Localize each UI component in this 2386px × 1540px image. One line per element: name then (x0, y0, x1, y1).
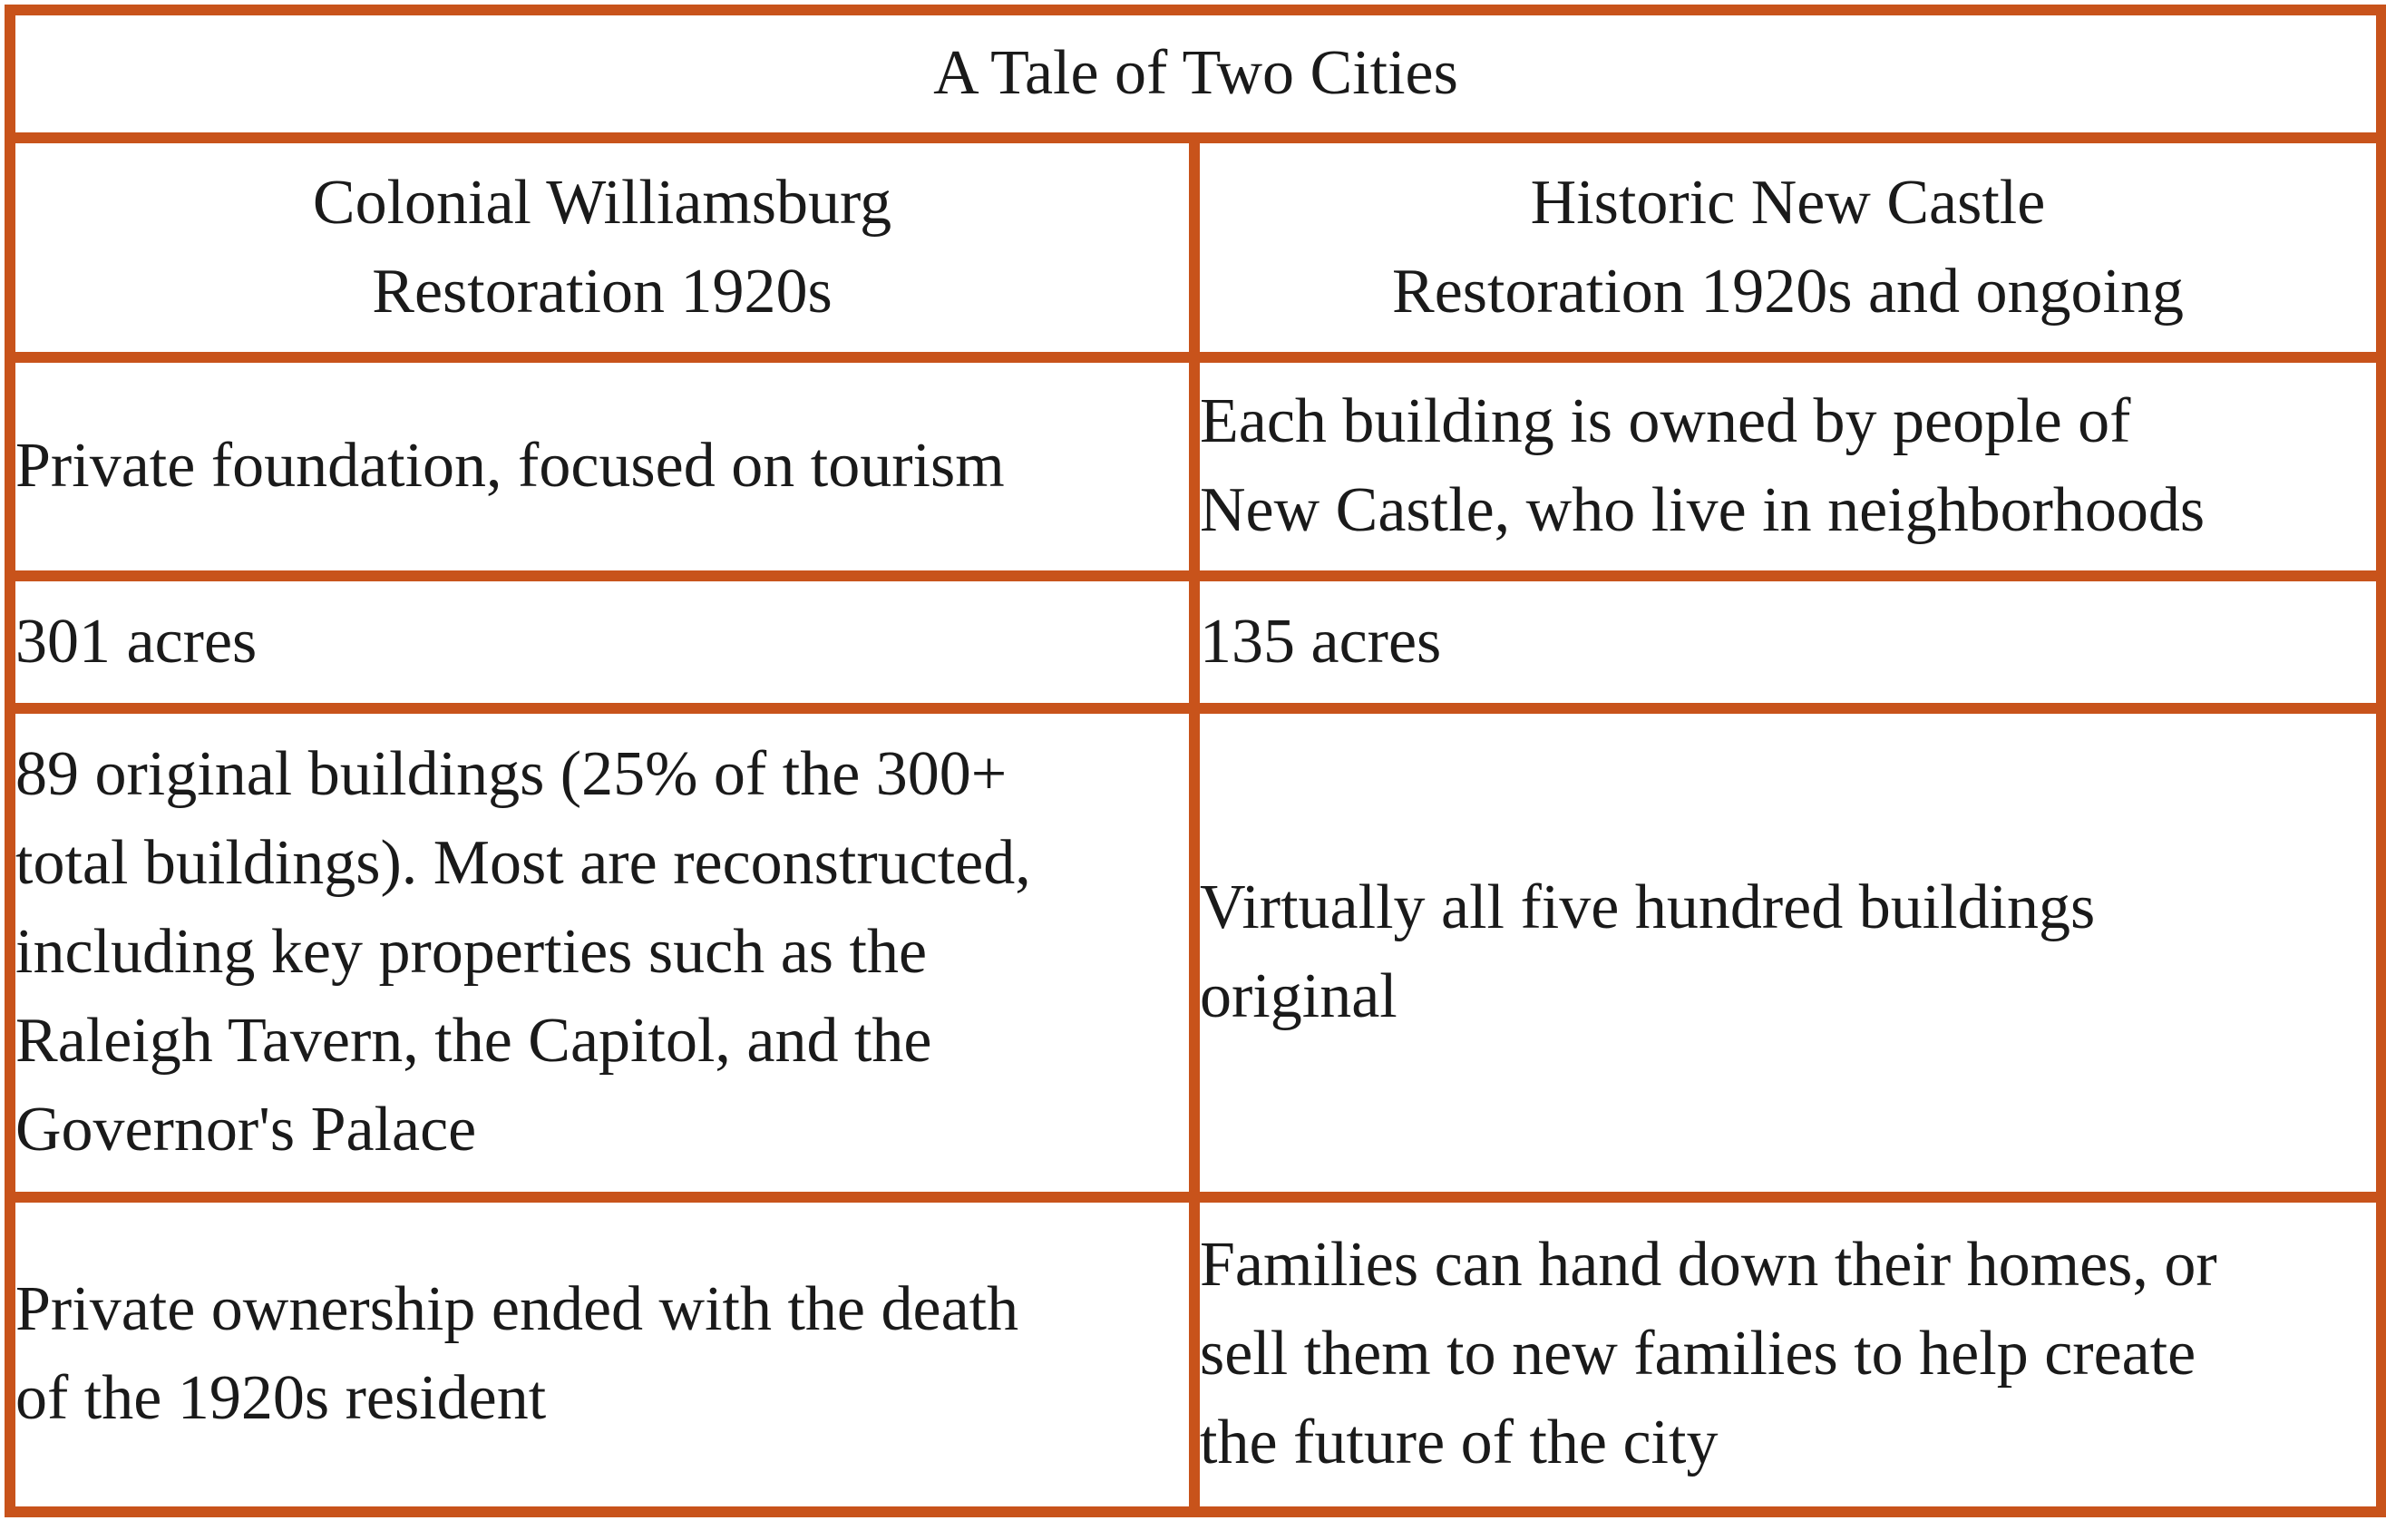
column-header-new-castle (1194, 138, 2381, 357)
cell-new-castle-buildings (1194, 708, 2381, 1197)
cell-text-line: Each building is owned by people of (1200, 386, 2131, 457)
table-row-acres (10, 576, 2381, 708)
cell-text-line: Virtually all five hundred buildings (1200, 872, 2096, 943)
column-header-williamsburg (10, 138, 1194, 357)
cell-text-line: Private foundation, focused on tourism (15, 431, 1005, 502)
column-header-new-castle-subtitle: Restoration 1920s and ongoing (1392, 256, 2184, 327)
cell-text-line: sell them to new families to help create (1200, 1319, 2196, 1389)
cell-text-line: original (1200, 961, 1398, 1032)
cell-williamsburg-buildings (10, 708, 1194, 1197)
cell-new-castle-future (1194, 1197, 2381, 1512)
column-header-williamsburg-subtitle: Restoration 1920s (372, 256, 833, 327)
cell-text-line: Raleigh Tavern, the Capitol, and the (15, 1006, 932, 1077)
cell-williamsburg-ownership (10, 357, 1194, 577)
cell-williamsburg-acres (10, 576, 1194, 708)
cell-text-line: 301 acres (15, 607, 258, 677)
cell-williamsburg-future (10, 1197, 1194, 1512)
column-header-new-castle-name: Historic New Castle (1530, 167, 2046, 238)
cell-text-line: New Castle, who live in neighborhoods (1200, 475, 2206, 546)
title-row (10, 10, 2381, 138)
comparison-table (5, 5, 2386, 1517)
cell-text-line: 135 acres (1200, 607, 1442, 677)
cell-text-line: total buildings). Most are reconstructed, (15, 828, 1031, 899)
cell-text-line: 89 original buildings (25% of the 300+ (15, 739, 1008, 810)
cell-text-line: of the 1920s resident (15, 1363, 547, 1434)
cell-new-castle-acres (1194, 576, 2381, 708)
cell-text-line: the future of the city (1200, 1408, 1719, 1478)
table-row-future (10, 1197, 2381, 1512)
header-row (10, 138, 2381, 357)
table-row-ownership (10, 357, 2381, 577)
cell-new-castle-ownership (1194, 357, 2381, 577)
table-title: A Tale of Two Cities (10, 10, 2381, 138)
cell-text-line: including key properties such as the (15, 917, 928, 988)
table-row-buildings (10, 708, 2381, 1197)
cell-text-line: Private ownership ended with the death (15, 1274, 1019, 1345)
cell-text-line: Families can hand down their homes, or (1200, 1230, 2217, 1301)
cell-text-line: Governor's Palace (15, 1095, 477, 1165)
column-header-williamsburg-name: Colonial Williamsburg (312, 167, 892, 238)
